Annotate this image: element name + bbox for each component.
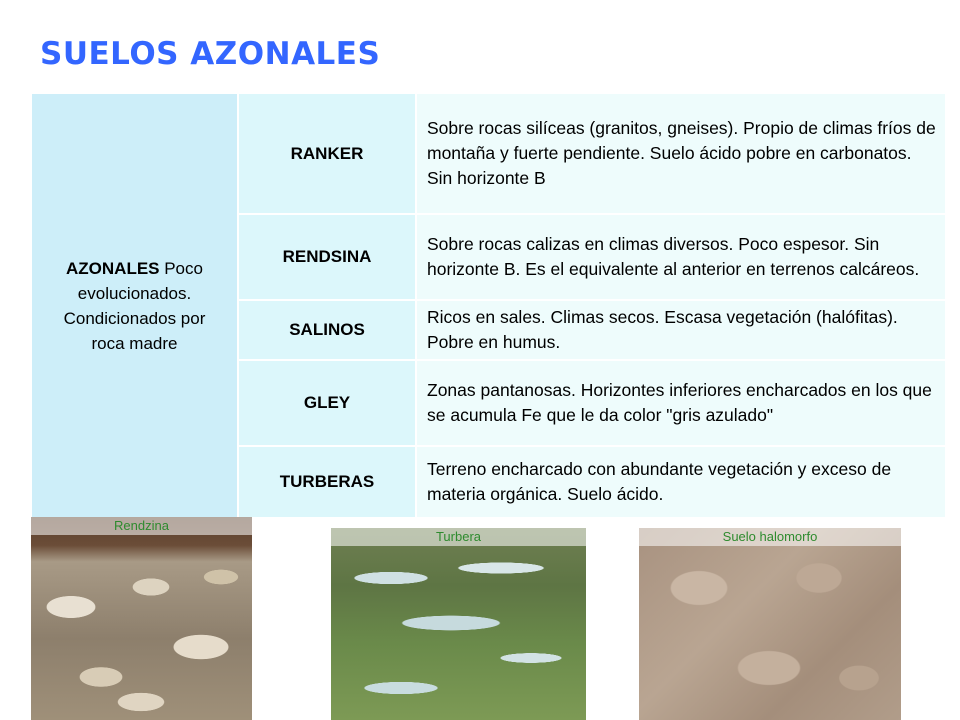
table-row — [31, 93, 946, 214]
soil-table — [30, 92, 947, 519]
soil-description: Terreno encharcado con abundante vegetación y exceso de materia orgánica. Suelo ácido. — [416, 446, 946, 518]
soil-description: Sobre rocas calizas en climas diversos. Poco espesor. Sin horizonte B. Es el equivalente al anterior en terrenos calcáreos. — [416, 214, 946, 300]
soil-name: RENDSINA — [238, 214, 416, 300]
soil-description: Ricos en sales. Climas secos. Escasa vegetación (halófitas). Pobre en humus. — [416, 300, 946, 360]
soil-name: TURBERAS — [238, 446, 416, 518]
turbera-photo — [331, 528, 586, 720]
photo-caption: Rendzina — [31, 517, 252, 535]
soil-description: Zonas pantanosas. Horizontes inferiores encharcados en los que se acumula Fe que le da color "gris azulado" — [416, 360, 946, 446]
photo-caption: Turbera — [331, 528, 586, 546]
rendzina-photo — [31, 517, 252, 720]
group-cell — [31, 93, 238, 518]
photo-caption: Suelo halomorfo — [639, 528, 901, 546]
soil-name: RANKER — [238, 93, 416, 214]
soil-name: SALINOS — [238, 300, 416, 360]
group-label-bold: AZONALES — [66, 258, 160, 278]
page-title: SUELOS AZONALES — [40, 36, 381, 72]
soil-name: GLEY — [238, 360, 416, 446]
group-label-text: Poco evolucionados. Condicionados por roca madre — [63, 258, 206, 353]
suelo-halomorfo-photo — [639, 528, 901, 720]
soil-description: Sobre rocas silíceas (granitos, gneises). Propio de climas fríos de montaña y fuerte pendiente. Suelo ácido pobre en carbonatos. Sin horizonte B — [416, 93, 946, 214]
